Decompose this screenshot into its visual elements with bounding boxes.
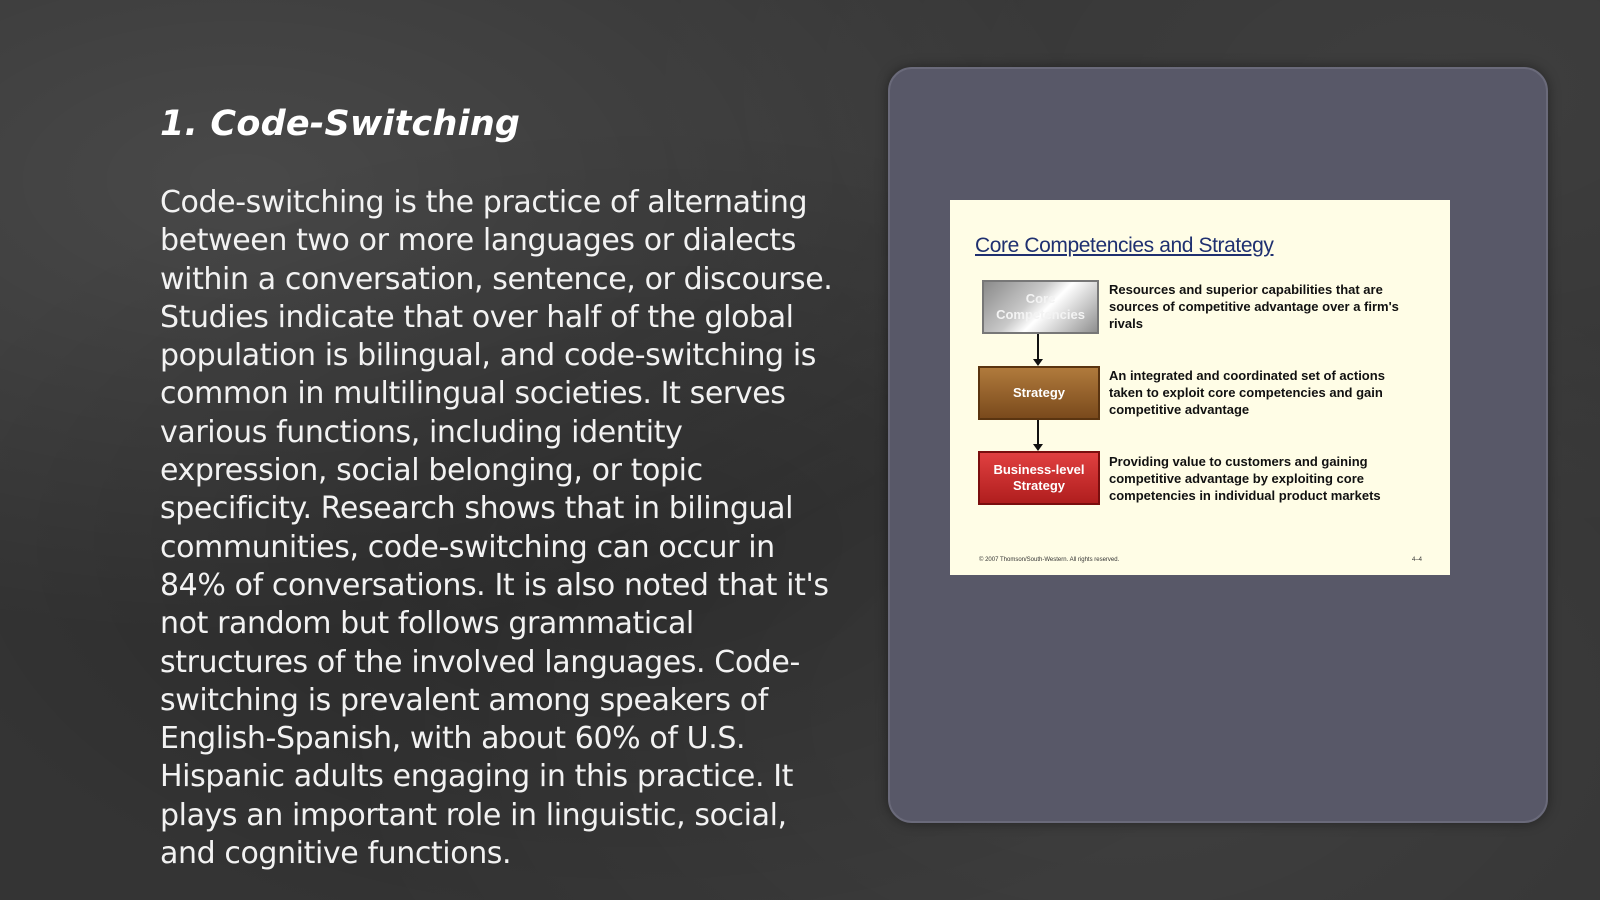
embedded-slide-copyright: © 2007 Thomson/South-Western. All rights reserved.: [979, 557, 1120, 563]
embedded-slide-image: [950, 200, 1450, 575]
strategy-box: Strategy: [978, 366, 1100, 420]
strategy-description: An integrated and coordinated set of actions taken to exploit core competencies and gain competitive advantage: [1109, 368, 1385, 417]
business-level-strategy-description: Providing value to customers and gaining competitive advantage by exploiting core competencies in individual product markets: [1109, 454, 1381, 503]
embedded-slide-page-number: 4–4: [1411, 557, 1422, 563]
arrow-down-icon: [1037, 334, 1039, 364]
core-competencies-box: Core Competencies: [982, 280, 1099, 334]
embedded-slide-title: Core Competencies and Strategy: [975, 234, 1274, 257]
core-competencies-description: Resources and superior capabilities that are sources of competitive advantage over a firm's rivals: [1109, 282, 1399, 331]
business-level-strategy-box: Business-level Strategy: [978, 451, 1100, 505]
slide-body-text: Code-switching is the practice of alternating between two or more languages or dialects within a conversation, sentence, or discourse. Studies indicate that over half of the global population is bilingual, and code-switching is common in multilingual societies. It serves various functions, including identity expression, social belonging, or topic specificity. Research shows that in bilingual communities, code-switching can occur in 84% of conversations. It is also noted that it's not random but follows grammatical structures of the involved languages. Code-switching is prevalent among speakers of English-Spanish, with about 60% of U.S. Hispanic adults engaging in this practice. It plays an important role in linguistic, social, and cognitive functions.: [160, 185, 833, 872]
slide-title: 1. Code-Switching: [160, 104, 521, 144]
arrow-down-icon: [1037, 420, 1039, 449]
